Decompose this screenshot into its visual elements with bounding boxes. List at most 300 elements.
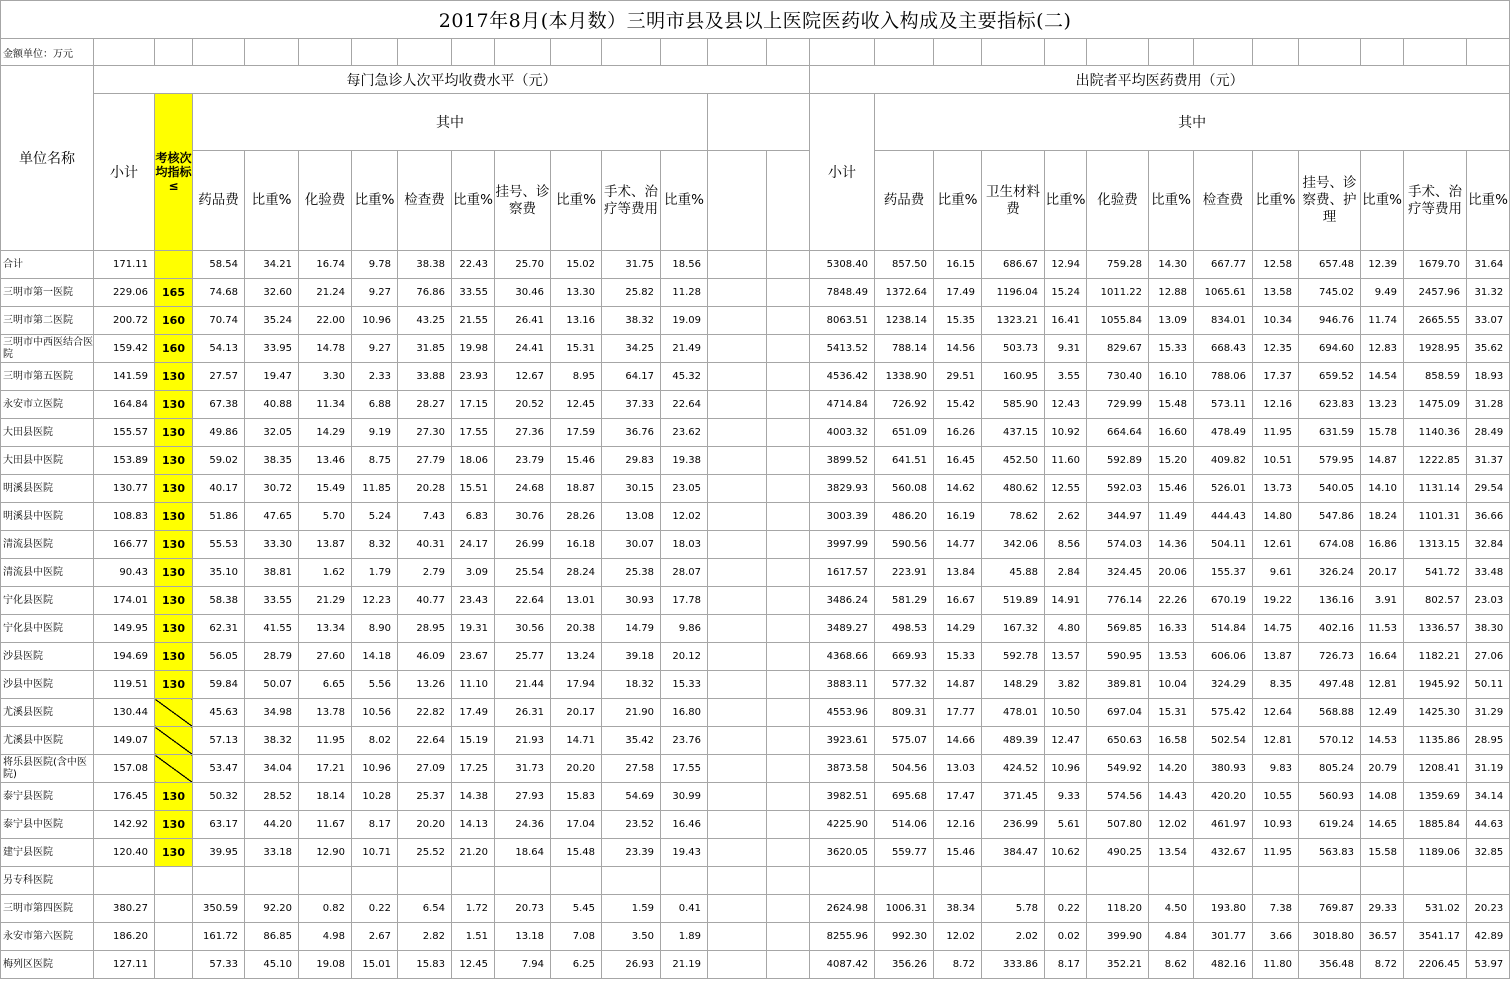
outpatient-value-cell: 34.25 [602,335,661,363]
inpatient-subtotal-cell: 3982.51 [810,783,875,811]
outpatient-value-cell: 44.20 [245,811,299,839]
inpatient-value-cell [1087,867,1149,895]
inpatient-value-cell: 1475.09 [1404,391,1467,419]
inpatient-value-cell: 2.84 [1045,559,1087,587]
inpatient-value-cell: 136.16 [1299,587,1361,615]
inpatient-value-cell: 14.08 [1361,783,1404,811]
inpatient-value-cell: 11.49 [1149,503,1194,531]
inpatient-value-cell: 14.36 [1149,531,1194,559]
outpatient-value-cell: 1.51 [452,923,495,951]
outpatient-value-cell: 13.26 [398,671,452,699]
outpatient-value-cell: 22.64 [661,391,708,419]
inpatient-value-cell: 540.05 [1299,475,1361,503]
outpatient-value-cell: 25.82 [602,279,661,307]
outpatient-value-cell: 20.73 [495,895,551,923]
inpatient-value-cell: 560.93 [1299,783,1361,811]
outpatient-value-cell: 43.25 [398,307,452,335]
inpatient-value-cell: 729.99 [1087,391,1149,419]
inpatient-value-cell: 12.88 [1149,279,1194,307]
outpatient-subtotal-cell: 130.44 [94,699,155,727]
inpatient-value-cell: 16.26 [934,419,982,447]
outpatient-col-header: 比重% [352,151,398,251]
outpatient-subtotal-cell: 120.40 [94,839,155,867]
inpatient-value-cell: 20.06 [1149,559,1194,587]
inpatient-value-cell: 13.03 [934,755,982,783]
outpatient-value-cell [551,867,602,895]
inpatient-value-cell [982,867,1045,895]
inpatient-value-cell: 12.02 [1149,811,1194,839]
inpatient-value-cell: 15.58 [1361,839,1404,867]
inpatient-value-cell: 301.77 [1194,923,1253,951]
unit-name-cell: 永安市立医院 [1,391,94,419]
outpatient-value-cell: 33.30 [245,531,299,559]
outpatient-value-cell: 19.09 [661,307,708,335]
inpatient-group-header: 出院者平均医药费用（元） [810,66,1510,94]
outpatient-subtotal-cell: 186.20 [94,923,155,951]
outpatient-value-cell: 8.90 [352,615,398,643]
inpatient-value-cell: 788.06 [1194,363,1253,391]
outpatient-value-cell: 23.52 [602,811,661,839]
inpatient-value-cell: 1140.36 [1404,419,1467,447]
outpatient-value-cell: 13.46 [299,447,352,475]
inpatient-value-cell: 342.06 [982,531,1045,559]
outpatient-subtotal-cell: 142.92 [94,811,155,839]
outpatient-value-cell: 10.96 [352,755,398,783]
outpatient-value-cell: 10.28 [352,783,398,811]
inpatient-value-cell: 420.20 [1194,783,1253,811]
inpatient-col-header: 药品费 [875,151,934,251]
outpatient-value-cell: 14.78 [299,335,352,363]
outpatient-value-cell: 36.76 [602,419,661,447]
inpatient-value-cell: 324.45 [1087,559,1149,587]
inpatient-value-cell: 14.75 [1253,615,1299,643]
target-cell: 130 [155,559,193,587]
table-row [1,727,1510,755]
outpatient-value-cell: 47.65 [245,503,299,531]
inpatient-value-cell: 667.77 [1194,251,1253,279]
outpatient-value-cell: 17.55 [452,419,495,447]
outpatient-value-cell: 14.29 [299,419,352,447]
outpatient-col-header: 检查费 [398,151,452,251]
inpatient-value-cell: 50.11 [1467,671,1510,699]
inpatient-value-cell: 352.21 [1087,951,1149,979]
inpatient-value-cell: 8.62 [1149,951,1194,979]
inpatient-value-cell: 11.53 [1361,615,1404,643]
table-row [1,615,1510,643]
outpatient-value-cell: 33.55 [452,279,495,307]
inpatient-subtotal-cell: 7848.49 [810,279,875,307]
inpatient-value-cell: 12.81 [1253,727,1299,755]
inpatient-value-cell: 482.16 [1194,951,1253,979]
inpatient-value-cell: 16.86 [1361,531,1404,559]
outpatient-value-cell: 92.20 [245,895,299,923]
inpatient-value-cell: 17.49 [934,279,982,307]
inpatient-subtotal-cell: 3003.39 [810,503,875,531]
outpatient-value-cell: 7.94 [495,951,551,979]
inpatient-subtotal-cell: 4553.96 [810,699,875,727]
outpatient-subtotal-cell: 380.27 [94,895,155,923]
outpatient-value-cell: 11.34 [299,391,352,419]
table-row [1,335,1510,363]
inpatient-value-cell: 4.80 [1045,615,1087,643]
table-row [1,503,1510,531]
outpatient-subtotal-cell: 229.06 [94,279,155,307]
outpatient-value-cell: 30.46 [495,279,551,307]
table-row [1,895,1510,923]
inpatient-value-cell: 16.60 [1149,419,1194,447]
inpatient-col-header: 比重% [1149,151,1194,251]
outpatient-value-cell: 12.45 [551,391,602,419]
inpatient-value-cell: 1323.21 [982,307,1045,335]
outpatient-value-cell: 30.93 [602,587,661,615]
target-header: 考核次均指标≤ [155,94,193,251]
outpatient-value-cell: 9.78 [352,251,398,279]
target-cell: 165 [155,279,193,307]
inpatient-subtotal-cell: 3923.61 [810,727,875,755]
outpatient-value-cell: 2.33 [352,363,398,391]
outpatient-value-cell: 1.72 [452,895,495,923]
outpatient-col-header: 挂号、诊察费 [495,151,551,251]
outpatient-value-cell [398,867,452,895]
inpatient-value-cell: 549.92 [1087,755,1149,783]
table-row [1,811,1510,839]
outpatient-value-cell: 161.72 [193,923,245,951]
outpatient-value-cell: 17.59 [551,419,602,447]
inpatient-value-cell: 592.89 [1087,447,1149,475]
inpatient-subtotal-cell: 4368.66 [810,643,875,671]
outpatient-value-cell [299,867,352,895]
inpatient-value-cell: 432.67 [1194,839,1253,867]
outpatient-value-cell: 5.56 [352,671,398,699]
outpatient-value-cell: 23.67 [452,643,495,671]
outpatient-value-cell: 33.55 [245,587,299,615]
outpatient-value-cell: 58.38 [193,587,245,615]
outpatient-value-cell: 14.79 [602,615,661,643]
outpatient-value-cell: 40.77 [398,587,452,615]
outpatient-value-cell: 27.79 [398,447,452,475]
outpatient-value-cell: 35.10 [193,559,245,587]
inpatient-value-cell: 389.81 [1087,671,1149,699]
outpatient-value-cell: 22.00 [299,307,352,335]
inpatient-value-cell: 4.84 [1149,923,1194,951]
outpatient-value-cell: 27.58 [602,755,661,783]
outpatient-value-cell: 30.72 [245,475,299,503]
outpatient-value-cell: 17.94 [551,671,602,699]
inpatient-value-cell: 20.23 [1467,895,1510,923]
outpatient-value-cell: 15.49 [299,475,352,503]
unit-name-cell: 尤溪县中医院 [1,727,94,755]
inpatient-value-cell: 17.37 [1253,363,1299,391]
inpatient-value-cell: 36.66 [1467,503,1510,531]
inpatient-value-cell: 27.06 [1467,643,1510,671]
outpatient-value-cell: 27.60 [299,643,352,671]
outpatient-value-cell: 23.76 [661,727,708,755]
outpatient-value-cell: 21.19 [661,951,708,979]
outpatient-subtotal-cell: 155.57 [94,419,155,447]
inpatient-subtotal-cell: 4087.42 [810,951,875,979]
outpatient-value-cell: 23.79 [495,447,551,475]
outpatient-value-cell: 17.04 [551,811,602,839]
outpatient-value-cell: 22.64 [398,727,452,755]
inpatient-value-cell: 631.59 [1299,419,1361,447]
inpatient-value-cell [875,867,934,895]
inpatient-value-cell: 15.78 [1361,419,1404,447]
inpatient-col-header: 比重% [1045,151,1087,251]
outpatient-value-cell: 25.52 [398,839,452,867]
target-cell: 130 [155,839,193,867]
outpatient-value-cell: 46.09 [398,643,452,671]
inpatient-value-cell: 619.24 [1299,811,1361,839]
inpatient-col-header: 检查费 [1194,151,1253,251]
outpatient-value-cell: 11.67 [299,811,352,839]
inpatient-value-cell: 4.50 [1149,895,1194,923]
outpatient-value-cell: 18.64 [495,839,551,867]
outpatient-value-cell: 67.38 [193,391,245,419]
outpatient-value-cell: 12.23 [352,587,398,615]
outpatient-value-cell: 30.99 [661,783,708,811]
outpatient-subtotal-cell: 149.07 [94,727,155,755]
inpatient-value-cell: 17.77 [934,699,982,727]
outpatient-col-header: 药品费 [193,151,245,251]
outpatient-value-cell: 14.71 [551,727,602,755]
outpatient-value-cell: 17.78 [661,587,708,615]
target-cell: 130 [155,783,193,811]
inpatient-value-cell: 10.50 [1045,699,1087,727]
inpatient-subtotal-cell: 3997.99 [810,531,875,559]
inpatient-value-cell: 16.10 [1149,363,1194,391]
inpatient-value-cell: 490.25 [1087,839,1149,867]
outpatient-value-cell: 31.75 [602,251,661,279]
unit-name-cell: 泰宁县中医院 [1,811,94,839]
inpatient-value-cell: 155.37 [1194,559,1253,587]
unit-name-cell: 清流县中医院 [1,559,94,587]
outpatient-subtotal-cell: 153.89 [94,447,155,475]
outpatient-value-cell: 23.39 [602,839,661,867]
inpatient-value-cell: 10.96 [1045,755,1087,783]
inpatient-value-cell: 12.64 [1253,699,1299,727]
inpatient-value-cell: 14.10 [1361,475,1404,503]
target-cell: 130 [155,363,193,391]
outpatient-value-cell: 12.45 [452,951,495,979]
inpatient-value-cell: 1135.86 [1404,727,1467,755]
outpatient-value-cell: 31.85 [398,335,452,363]
outpatient-value-cell: 20.20 [398,811,452,839]
outpatient-value-cell: 24.68 [495,475,551,503]
outpatient-value-cell: 58.54 [193,251,245,279]
inpatient-value-cell: 531.02 [1404,895,1467,923]
outpatient-value-cell: 20.20 [551,755,602,783]
inpatient-value-cell: 333.86 [982,951,1045,979]
outpatient-col-header: 比重% [551,151,602,251]
inpatient-value-cell: 223.91 [875,559,934,587]
inpatient-value-cell: 31.29 [1467,699,1510,727]
inpatient-value-cell: 1006.31 [875,895,934,923]
inpatient-value-cell: 15.35 [934,307,982,335]
inpatient-value-cell: 547.86 [1299,503,1361,531]
inpatient-value-cell: 402.16 [1299,615,1361,643]
outpatient-value-cell: 15.02 [551,251,602,279]
inpatient-value-cell: 31.32 [1467,279,1510,307]
outpatient-value-cell: 33.88 [398,363,452,391]
outpatient-value-cell: 1.62 [299,559,352,587]
inpatient-value-cell: 1055.84 [1087,307,1149,335]
inpatient-value-cell: 14.62 [934,475,982,503]
inpatient-value-cell: 16.15 [934,251,982,279]
inpatient-subtotal-cell: 2624.98 [810,895,875,923]
inpatient-value-cell: 788.14 [875,335,934,363]
inpatient-value-cell: 503.73 [982,335,1045,363]
outpatient-value-cell: 1.79 [352,559,398,587]
outpatient-value-cell: 41.55 [245,615,299,643]
outpatient-value-cell: 17.49 [452,699,495,727]
inpatient-of-which-header: 其中 [875,94,1510,151]
inpatient-value-cell: 776.14 [1087,587,1149,615]
inpatient-value-cell: 14.43 [1149,783,1194,811]
inpatient-value-cell: 669.93 [875,643,934,671]
outpatient-value-cell: 64.17 [602,363,661,391]
outpatient-col-header: 化验费 [299,151,352,251]
outpatient-value-cell: 11.10 [452,671,495,699]
outpatient-value-cell: 53.47 [193,755,245,783]
inpatient-value-cell: 10.93 [1253,811,1299,839]
target-cell [155,755,193,783]
outpatient-value-cell: 86.85 [245,923,299,951]
outpatient-value-cell: 20.28 [398,475,452,503]
outpatient-value-cell: 4.98 [299,923,352,951]
inpatient-value-cell: 399.90 [1087,923,1149,951]
inpatient-value-cell: 15.33 [1149,335,1194,363]
inpatient-value-cell: 8.72 [1361,951,1404,979]
inpatient-value-cell: 502.54 [1194,727,1253,755]
outpatient-value-cell: 22.64 [495,587,551,615]
inpatient-value-cell: 514.84 [1194,615,1253,643]
inpatient-value-cell: 569.85 [1087,615,1149,643]
outpatient-subtotal-header: 小计 [94,94,155,251]
inpatient-value-cell: 16.58 [1149,727,1194,755]
outpatient-value-cell: 28.52 [245,783,299,811]
unit-name-cell: 永安市第六医院 [1,923,94,951]
table-row [1,447,1510,475]
outpatient-subtotal-cell: 159.42 [94,335,155,363]
outpatient-subtotal-cell [94,867,155,895]
inpatient-value-cell: 13.58 [1253,279,1299,307]
inpatient-value-cell: 29.33 [1361,895,1404,923]
inpatient-value-cell: 16.45 [934,447,982,475]
inpatient-subtotal-cell: 3873.58 [810,755,875,783]
inpatient-value-cell: 118.20 [1087,895,1149,923]
outpatient-value-cell: 30.15 [602,475,661,503]
outpatient-value-cell: 7.43 [398,503,452,531]
inpatient-subtotal-header: 小计 [810,94,875,251]
inpatient-value-cell: 15.42 [934,391,982,419]
target-cell [155,951,193,979]
inpatient-value-cell: 664.64 [1087,419,1149,447]
inpatient-value-cell: 570.12 [1299,727,1361,755]
inpatient-value-cell: 7.38 [1253,895,1299,923]
outpatient-col-header: 比重% [245,151,299,251]
outpatient-value-cell: 5.24 [352,503,398,531]
outpatient-value-cell: 32.60 [245,279,299,307]
inpatient-value-cell: 13.23 [1361,391,1404,419]
inpatient-value-cell: 15.31 [1149,699,1194,727]
inpatient-value-cell: 641.51 [875,447,934,475]
outpatient-subtotal-cell: 108.83 [94,503,155,531]
inpatient-value-cell: 14.30 [1149,251,1194,279]
inpatient-value-cell: 18.24 [1361,503,1404,531]
outpatient-value-cell: 28.24 [551,559,602,587]
table-row [1,755,1510,783]
unit-name-cell: 尤溪县医院 [1,699,94,727]
inpatient-value-cell: 8.56 [1045,531,1087,559]
outpatient-value-cell: 62.31 [193,615,245,643]
outpatient-value-cell: 30.56 [495,615,551,643]
inpatient-subtotal-cell: 4003.32 [810,419,875,447]
inpatient-value-cell: 592.03 [1087,475,1149,503]
outpatient-value-cell: 8.95 [551,363,602,391]
outpatient-subtotal-cell: 90.43 [94,559,155,587]
outpatient-value-cell: 9.19 [352,419,398,447]
inpatient-value-cell: 498.53 [875,615,934,643]
inpatient-value-cell: 805.24 [1299,755,1361,783]
inpatient-value-cell: 858.59 [1404,363,1467,391]
inpatient-value-cell: 559.77 [875,839,934,867]
inpatient-value-cell: 726.92 [875,391,934,419]
outpatient-value-cell: 8.17 [352,811,398,839]
inpatient-value-cell: 0.22 [1045,895,1087,923]
target-cell: 130 [155,503,193,531]
outpatient-value-cell: 3.30 [299,363,352,391]
inpatient-value-cell: 1011.22 [1087,279,1149,307]
outpatient-value-cell: 350.59 [193,895,245,923]
outpatient-col-header: 手术、治疗等费用 [602,151,661,251]
report-title: 2017年8月(本月数）三明市县及县以上医院医药收入构成及主要指标(二) [1,1,1510,39]
outpatient-value-cell: 27.30 [398,419,452,447]
table-row [1,951,1510,979]
outpatient-value-cell: 6.88 [352,391,398,419]
inpatient-col-header: 卫生材料费 [982,151,1045,251]
outpatient-value-cell: 15.51 [452,475,495,503]
outpatient-value-cell: 21.93 [495,727,551,755]
inpatient-value-cell: 28.49 [1467,419,1510,447]
outpatient-value-cell: 28.07 [661,559,708,587]
outpatient-value-cell: 76.86 [398,279,452,307]
table-row [1,559,1510,587]
outpatient-value-cell: 19.98 [452,335,495,363]
table-row [1,363,1510,391]
outpatient-value-cell: 17.55 [661,755,708,783]
target-cell: 130 [155,391,193,419]
unit-name-cell: 合计 [1,251,94,279]
outpatient-value-cell: 25.37 [398,783,452,811]
outpatient-value-cell: 39.18 [602,643,661,671]
inpatient-value-cell: 2.02 [982,923,1045,951]
target-cell: 130 [155,419,193,447]
table-row [1,783,1510,811]
inpatient-value-cell: 380.93 [1194,755,1253,783]
inpatient-value-cell: 10.62 [1045,839,1087,867]
outpatient-value-cell: 23.62 [661,419,708,447]
inpatient-subtotal-cell: 3883.11 [810,671,875,699]
outpatient-value-cell: 28.27 [398,391,452,419]
outpatient-value-cell: 25.38 [602,559,661,587]
inpatient-value-cell [1467,867,1510,895]
inpatient-value-cell: 356.26 [875,951,934,979]
outpatient-value-cell: 6.54 [398,895,452,923]
inpatient-value-cell: 13.57 [1045,643,1087,671]
inpatient-value-cell: 384.47 [982,839,1045,867]
outpatient-value-cell: 5.45 [551,895,602,923]
inpatient-value-cell: 497.48 [1299,671,1361,699]
